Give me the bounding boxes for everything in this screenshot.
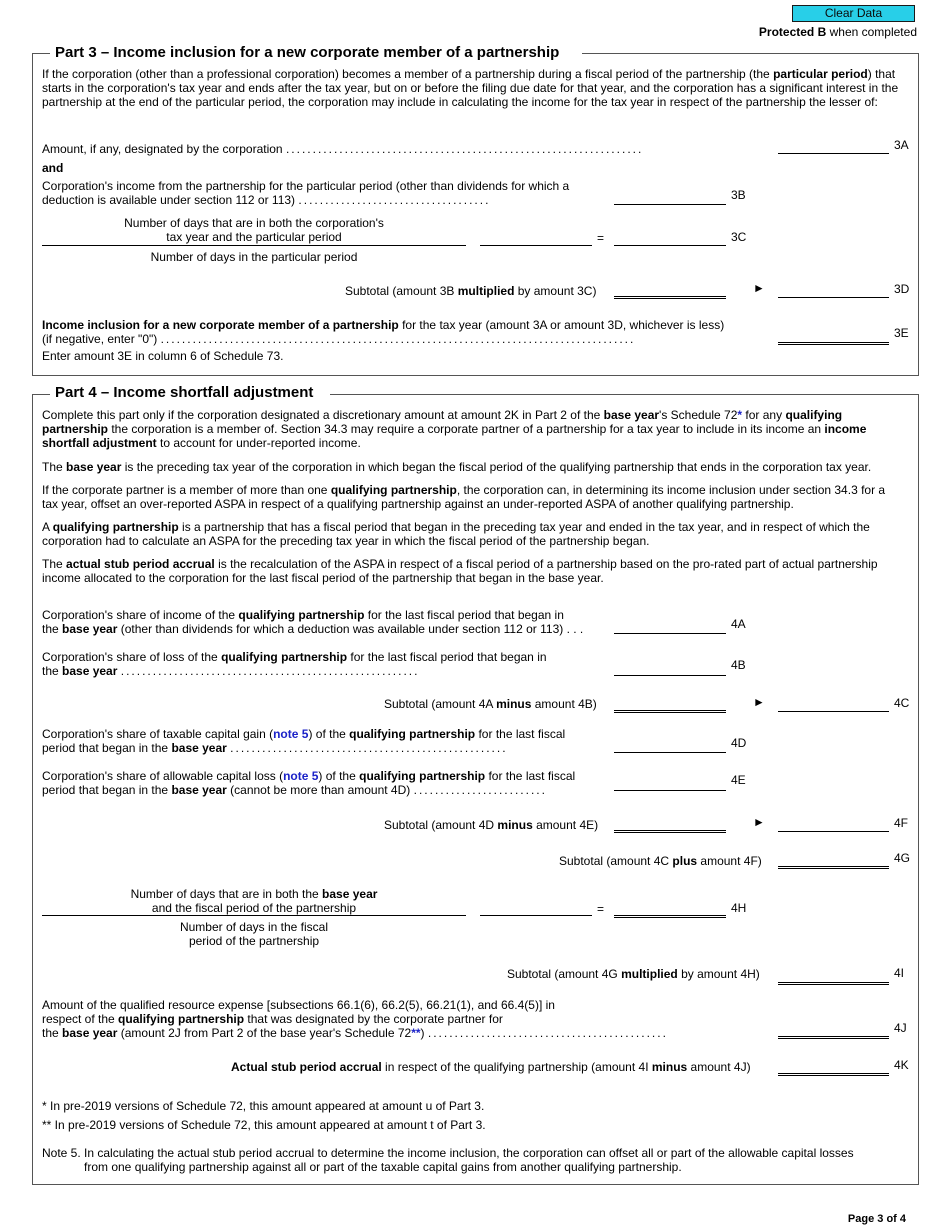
code-3e: 3E xyxy=(894,326,909,340)
arrow-right-icon: ► xyxy=(753,815,765,829)
amount-4a-field[interactable] xyxy=(614,633,726,634)
equals-sign-4h: = xyxy=(597,902,605,916)
part4-para-2: The base year is the preceding tax year of the corporation in which began the fiscal period of the qualifying partnership that ends in the corporation tax year. xyxy=(42,460,872,474)
enter-3e-note: Enter amount 3E in column 6 of Schedule 73. xyxy=(42,349,284,363)
amount-3c-field[interactable] xyxy=(614,245,726,246)
code-3b: 3B xyxy=(731,188,746,202)
arrow-right-icon: ► xyxy=(753,695,765,709)
arrow-right-icon: ► xyxy=(753,281,765,295)
subtotal-4i-label: Subtotal (amount 4G multiplied by amount 4H) xyxy=(507,967,760,981)
code-4c: 4C xyxy=(894,696,910,710)
amount-4f-field[interactable] xyxy=(778,831,889,832)
fraction-bar-4h xyxy=(42,915,466,916)
days-numerator-3c: Number of days that are in both the corporation's tax year and the particular period xyxy=(124,216,384,244)
amount-4c-field[interactable] xyxy=(778,711,889,712)
subtotal-4f-label: Subtotal (amount 4D minus amount 4E) xyxy=(384,818,599,832)
equals-sign-3c: = xyxy=(597,231,605,245)
subtotal-4c-left-field[interactable] xyxy=(614,710,726,713)
fraction-bar-3c xyxy=(42,245,466,246)
days-field-4h[interactable] xyxy=(480,915,592,916)
code-4f: 4F xyxy=(894,816,909,830)
protected-b-label: Protected B when completed xyxy=(758,25,917,39)
code-4i: 4I xyxy=(894,966,905,980)
days-numerator-4h: Number of days that are in both the base year and the fiscal period of the partnership xyxy=(130,887,378,915)
subtotal-3d-label: Subtotal (amount 3B multiplied by amount 3C) xyxy=(345,284,597,298)
amount-4e-field[interactable] xyxy=(614,790,726,791)
code-4b: 4B xyxy=(731,658,746,672)
amount-4i-field[interactable] xyxy=(778,982,889,985)
code-4k: 4K xyxy=(894,1058,909,1072)
line-4e-label: Corporation's share of allowable capital loss (note 5) of the qualifying partnership for the last fiscal period that began in the base year (cannot be more than amount 4D) ......................... xyxy=(42,769,576,797)
subtotal-3d-left-field[interactable] xyxy=(614,296,726,299)
days-field-3c[interactable] xyxy=(480,245,592,246)
line-3a-label: Amount, if any, designated by the corporation ................................................................... xyxy=(42,142,644,156)
amount-4k-field[interactable] xyxy=(778,1073,889,1076)
part4-para-1: Complete this part only if the corporation designated a discretionary amount at amount 2K in Part 2 of the base year's Schedule 72* for any qualifying partnership the corporation is a member of. Section 34.3 may require a corporate partner of a partnership for a tax year to include in its income an income shortfall adjustment to account for under-reported income. xyxy=(42,408,867,450)
amount-3d-field[interactable] xyxy=(778,297,889,298)
part3-title: Part 3 – Income inclusion for a new corporate member of a partnership xyxy=(55,44,560,61)
note-5: Note 5. In calculating the actual stub period accrual to determine the income inclusion, the corporation can offset all or part of the allowable capital losses from one qualifying partnership against all or part of the taxable capital gains from another qualifying partnership. xyxy=(42,1146,854,1174)
line-3b-label: Corporation's income from the partnership for the particular period (other than dividends for which a deduction is available under section 112 or 113) .................................... xyxy=(42,179,570,207)
part4-para-4: A qualifying partnership is a partnership that has a fiscal period that began in the preceding tax year and ended in the tax year, and in respect of which the corporation had to calculate an ASPA for the preceding tax year in which the fiscal period of the partnership began. xyxy=(42,520,870,548)
amount-4b-field[interactable] xyxy=(614,675,726,676)
code-4e: 4E xyxy=(731,773,746,787)
part4-para-5: The actual stub period accrual is the recalculation of the ASPA in respect of a fiscal period of a partnership based on the pro-rated part of actual partnership income allocated to the corporation for the last fiscal period of the partnership that began in the base year. xyxy=(42,557,878,585)
part3-intro: If the corporation (other than a professional corporation) becomes a member of a partnership during a fiscal period of the partnership (the particular period) that starts in the corporation's tax year and ends after the tax year, but on or before the filing due date for that year, and the corporation has a significant interest in the partnership at the end of the particular period, the corporation may include in calculating the income for the tax year in respect of the partnership the lesser of: xyxy=(42,67,899,109)
line-4k-label: Actual stub period accrual in respect of the qualifying partnership (amount 4I minus amount 4J) xyxy=(231,1060,751,1074)
line-4a-label: Corporation's share of income of the qualifying partnership for the last fiscal period that began in the base year (other than dividends for which a deduction was available under section 112 or 113) . . . xyxy=(42,608,584,636)
and-label: and xyxy=(42,161,64,175)
code-4d: 4D xyxy=(731,736,747,750)
subtotal-4f-left-field[interactable] xyxy=(614,830,726,833)
part4-title: Part 4 – Income shortfall adjustment xyxy=(55,384,314,401)
amount-3e-field[interactable] xyxy=(778,342,889,345)
subtotal-4c-label: Subtotal (amount 4A minus amount 4B) xyxy=(384,697,597,711)
part4-para-3: If the corporate partner is a member of more than one qualifying partnership, the corporation can, in determining its income inclusion under section 34.3 for a tax year, offset an over-reported ASPA in respect of a qualifying partnership against an under-reported ASPA of another qualifying partnership. xyxy=(42,483,886,511)
footnote-1: * In pre-2019 versions of Schedule 72, this amount appeared at amount u of Part 3. xyxy=(42,1099,485,1113)
days-denominator-4h: Number of days in the fiscal period of the partnership xyxy=(179,920,329,948)
amount-4j-field[interactable] xyxy=(778,1036,889,1039)
line-4d-label: Corporation's share of taxable capital gain (note 5) of the qualifying partnership for the last fiscal period that began in the base year .................................................... xyxy=(42,727,566,755)
amount-4h-field[interactable] xyxy=(614,915,726,918)
amount-3a-field[interactable] xyxy=(778,153,889,154)
clear-data-button[interactable]: Clear Data xyxy=(792,5,915,22)
code-4j: 4J xyxy=(894,1021,907,1035)
code-3c: 3C xyxy=(731,230,747,244)
code-4h: 4H xyxy=(731,901,747,915)
page-number: Page 3 of 4 xyxy=(847,1213,906,1225)
amount-3b-field[interactable] xyxy=(614,204,726,205)
days-denominator-3c: Number of days in the particular period xyxy=(150,250,358,264)
code-4a: 4A xyxy=(731,617,746,631)
amount-4g-field[interactable] xyxy=(778,866,889,869)
footnote-2: ** In pre-2019 versions of Schedule 72, this amount appeared at amount t of Part 3. xyxy=(42,1118,486,1132)
code-3a: 3A xyxy=(894,138,909,152)
subtotal-4g-label: Subtotal (amount 4C plus amount 4F) xyxy=(559,854,762,868)
line-3e-label: Income inclusion for a new corporate member of a partnership for the tax year (amount 3A or amount 3D, whichever is less) (if negative, enter "0") ......................................................................................... xyxy=(42,318,725,346)
code-4g: 4G xyxy=(894,851,911,865)
code-3d: 3D xyxy=(894,282,910,296)
line-4j-label: Amount of the qualified resource expense [subsections 66.1(6), 66.2(5), 66.21(1), and 66.4(5)] in respect of the qualifying partnership that was designated by the corporate partner for the base year (amount 2J from Part 2 of the base year's Schedule 72**) ............................................. xyxy=(42,998,668,1040)
amount-4d-field[interactable] xyxy=(614,752,726,753)
line-4b-label: Corporation's share of loss of the qualifying partnership for the last fiscal period that began in the base year ........................................................ xyxy=(42,650,547,678)
